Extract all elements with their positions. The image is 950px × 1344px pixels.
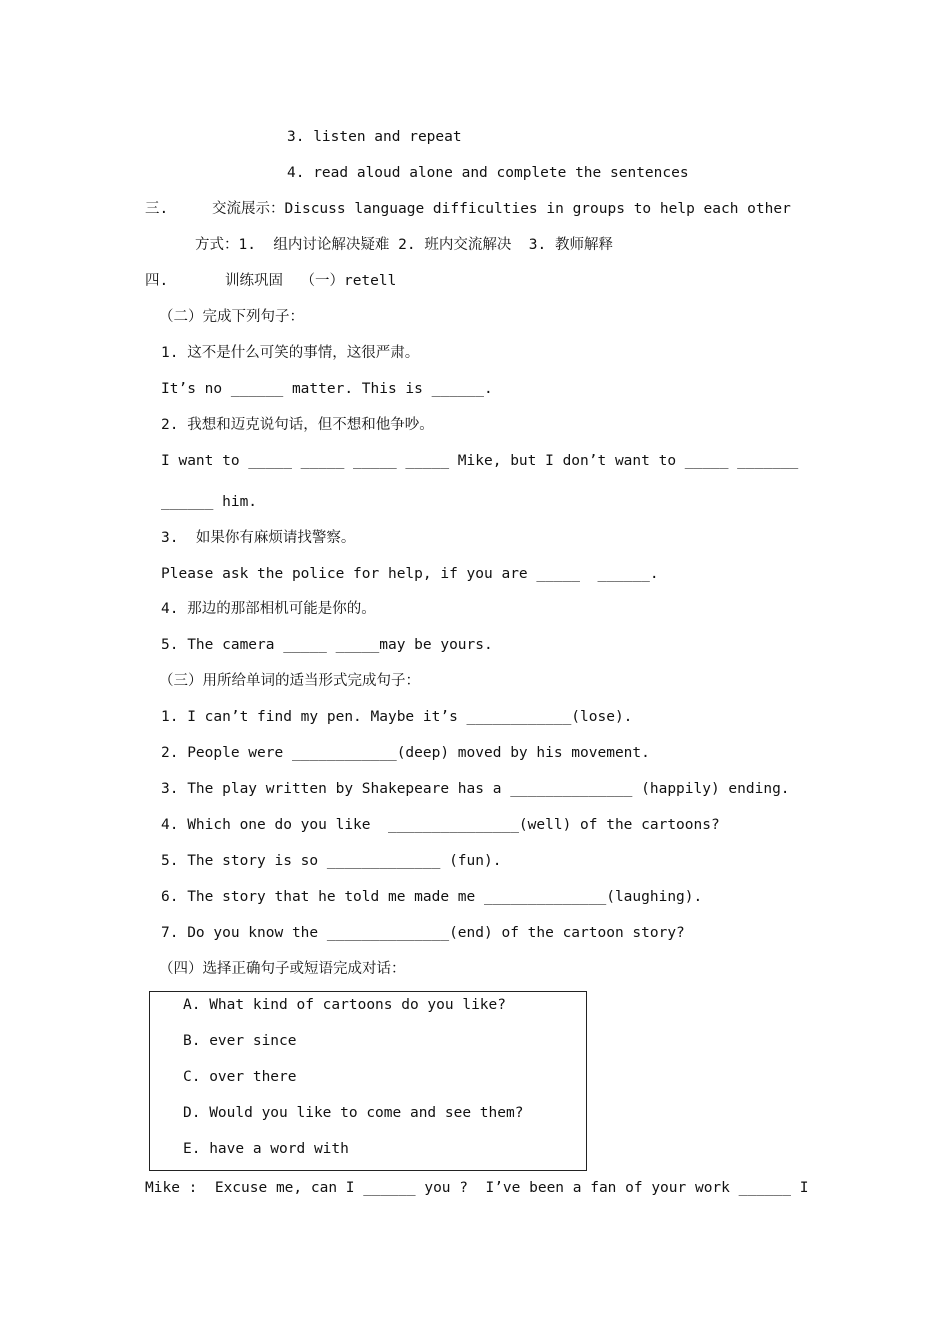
part-3-line: 4. Which one do you like _______________(well) of the cartoons?: [161, 817, 720, 833]
section-3-number: 三.: [145, 201, 169, 217]
part-2-line: 5. The camera _____ _____may be yours.: [161, 637, 493, 653]
option-e: E. have a word with: [183, 1141, 349, 1157]
part-2-line: 4. 那边的那部相机可能是你的。: [161, 601, 376, 617]
part-3-heading: （三）用所给单词的适当形式完成句子：: [159, 673, 420, 689]
option-b: B. ever since: [183, 1033, 297, 1049]
part-3-line: 5. The story is so _____________ (fun).: [161, 853, 502, 869]
part-2-line: Please ask the police for help, if you are _____ ______.: [161, 566, 659, 582]
option-c: C. over there: [183, 1069, 297, 1085]
step-4: 4. read aloud alone and complete the sentences: [287, 165, 689, 181]
part-2-line: I want to _____ _____ _____ _____ Mike, but I don’t want to _____ _______: [161, 453, 799, 469]
option-d: D. Would you like to come and see them?: [183, 1105, 524, 1121]
part-3-line: 7. Do you know the ______________(end) of the cartoon story?: [161, 925, 685, 941]
part-3-line: 6. The story that he told me made me ______________(laughing).: [161, 889, 703, 905]
part-3-line: 1. I can’t find my pen. Maybe it’s ____________(lose).: [161, 709, 633, 725]
part-2-line: 1. 这不是什么可笑的事情，这很严肃。: [161, 345, 420, 361]
part-2-line: 3. 如果你有麻烦请找警察。: [161, 530, 356, 546]
part-2-line: 2. 我想和迈克说句话，但不想和他争吵。: [161, 417, 434, 433]
section-3-method: 方式：1. 组内讨论解决疑难 2. 班内交流解决 3. 教师解释: [195, 237, 613, 253]
part-2-line: It’s no ______ matter. This is ______.: [161, 381, 493, 397]
section-3-title: 交流展示：Discuss language difficulties in groups to help each other: [212, 201, 791, 217]
section-4-title: 训练巩固 （一）retell: [225, 273, 397, 289]
part-3-line: 3. The play written by Shakepeare has a ______________ (happily) ending.: [161, 781, 790, 797]
part-4-heading: （四）选择正确句子或短语完成对话：: [159, 961, 406, 977]
dialogue-line: Mike : Excuse me, can I ______ you ? I’ve been a fan of your work ______ I: [145, 1180, 809, 1196]
option-a: A. What kind of cartoons do you like?: [183, 997, 507, 1013]
step-3: 3. listen and repeat: [287, 129, 462, 145]
part-3-line: 2. People were ____________(deep) moved by his movement.: [161, 745, 650, 761]
part-2-heading: （二）完成下列句子：: [159, 309, 304, 325]
part-2-line: ______ him.: [161, 494, 258, 510]
section-4-number: 四.: [145, 273, 169, 289]
